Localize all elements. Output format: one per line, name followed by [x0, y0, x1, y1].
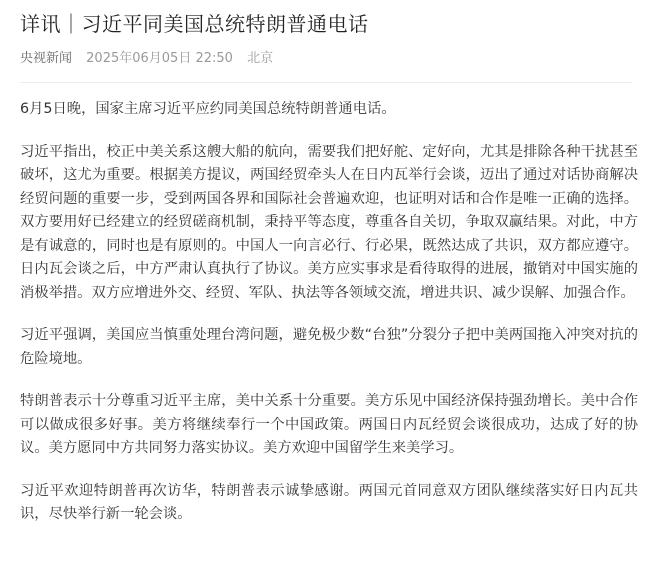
title-divider — [20, 82, 632, 83]
article-paragraph: 特朗普表示十分尊重习近平主席，美中关系十分重要。美方乐见中国经济保持强劲增长。美中合作可以做成很多好事。美方将继续奉行一个中国政策。两国日内瓦经贸会谈很成功，达成了好的协议。美方愿同中方共同努力落实协议。美方欢迎中国留学生来美学习。 — [20, 393, 638, 456]
article-paragraph: 习近平欢迎特朗普再次访华，特朗普表示诚挚感谢。两国元首同意双方团队继续落实好日内瓦共识，尽快举行新一轮会谈。 — [20, 482, 638, 522]
article-date: 2025年06月05日 22:50 — [86, 51, 233, 66]
article-source[interactable]: 央视新闻 — [20, 51, 73, 66]
article-title: 详讯｜习近平同美国总统特朗普通电话 — [20, 12, 369, 36]
article-meta — [20, 50, 638, 68]
news-article — [20, 0, 638, 546]
article-paragraph: 习近平强调，美国应当慎重处理台湾问题，避免极少数“台独”分裂分子把中美两国拖入冲突对抗的危险境地。 — [20, 327, 638, 367]
article-paragraph: 习近平指出，校正中美关系这艘大船的航向，需要我们把好舵、定好向，尤其是排除各种干扰甚至破坏，这尤为重要。根据美方提议，两国经贸牵头人在日内瓦举行会谈，迈出了通过对话协商解决经贸问题的重要一步，受到两国各界和国际社会普遍欢迎，也证明对话和合作是唯一正确的选择。双方要用好已经建立的经贸磋商机制，秉持平等态度，尊重各自关切，争取双赢结果。对此，中方是有诚意的，同时也是有原则的。中国人一向言必行、行必果，既然达成了共识，双方都应遵守。日内瓦会谈之后，中方严肃认真执行了协议。美方应实事求是看待取得的进展，撤销对中国实施的消极举措。双方应增进外交、经贸、军队、执法等各领域交流，增进共识、减少误解、加强合作。 — [20, 143, 638, 301]
article-location: 北京 — [247, 51, 274, 66]
article-body — [20, 98, 638, 527]
article-paragraph: 6月5日晚，国家主席习近平应约同美国总统特朗普通电话。 — [20, 101, 396, 117]
